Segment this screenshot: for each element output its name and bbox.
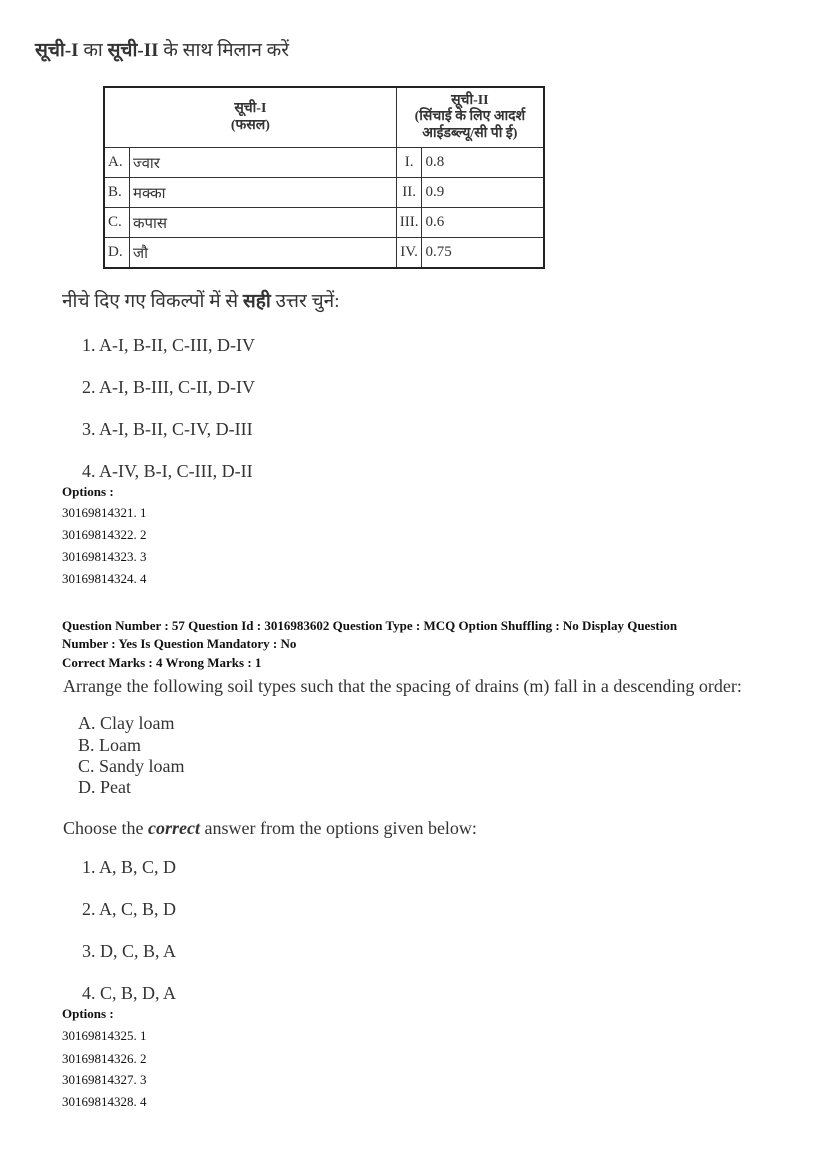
col2-title: सूची-II xyxy=(451,93,489,109)
cell: III. xyxy=(396,208,422,238)
soil-item: A. Clay loam xyxy=(78,713,175,733)
options-label: Options : xyxy=(62,1006,114,1021)
cell: II. xyxy=(396,178,422,208)
instruction-emphasis: correct xyxy=(148,818,200,838)
cell: मक्का xyxy=(130,178,397,208)
cell: जौ xyxy=(130,238,397,269)
q57-marks: Correct Marks : 4 Wrong Marks : 1 xyxy=(62,655,262,670)
cell: I. xyxy=(396,148,422,178)
cell: कपास xyxy=(130,208,397,238)
col2-sub: (सिंचाई के लिए आदर्श xyxy=(414,109,526,125)
choice: 2. A-I, B-III, C-II, D-IV xyxy=(82,377,255,397)
cell: 0.9 xyxy=(422,178,544,208)
choice: 3. D, C, B, A xyxy=(82,941,177,961)
q56-instruction xyxy=(62,292,339,311)
heading-list2: सूची-II xyxy=(107,40,159,61)
cell: D. xyxy=(104,238,130,269)
choice: 1. A-I, B-II, C-III, D-IV xyxy=(82,335,255,355)
q57-instruction xyxy=(63,819,477,837)
option-id: 30169814328. 4 xyxy=(62,1094,147,1109)
heading-list1: सूची-I xyxy=(35,40,79,61)
choice: 3. A-I, B-II, C-IV, D-III xyxy=(82,419,253,439)
table-row xyxy=(104,238,544,269)
choice: 4. A-IV, B-I, C-III, D-II xyxy=(82,461,253,481)
instruction-text: answer from the options given below: xyxy=(199,818,477,838)
col1-title: सूची-I xyxy=(234,101,267,117)
q57-question: Arrange the following soil types such that the spacing of drains (m) fall in a descending order: xyxy=(63,676,742,696)
q56-heading xyxy=(35,41,289,60)
table-row xyxy=(104,178,544,208)
q57-meta: Question Number : 57 Question Id : 3016983602 Question Type : MCQ Option Shuffling : No Display Question xyxy=(62,618,678,633)
instruction-emphasis: सही xyxy=(242,291,271,312)
options-label: Options : xyxy=(62,484,114,499)
col2-header xyxy=(396,87,544,148)
col2-sub: आईडब्ल्यू/सी पी ई) xyxy=(422,125,518,141)
option-id: 30169814324. 4 xyxy=(62,571,147,586)
cell: IV. xyxy=(396,238,422,269)
table-row xyxy=(104,208,544,238)
heading-text: का xyxy=(78,40,108,61)
cell: 0.8 xyxy=(422,148,544,178)
choice: 1. A, B, C, D xyxy=(82,857,177,877)
q57-meta: Number : Yes Is Question Mandatory : No xyxy=(62,636,297,651)
match-table xyxy=(103,86,545,269)
instruction-text: उत्तर चुनें: xyxy=(270,291,340,312)
soil-item: B. Loam xyxy=(78,735,141,755)
cell: ज्वार xyxy=(130,148,397,178)
choice: 2. A, C, B, D xyxy=(82,899,177,919)
cell: A. xyxy=(104,148,130,178)
heading-text: के साथ मिलान करें xyxy=(158,40,290,61)
soil-item: C. Sandy loam xyxy=(78,756,185,776)
col1-sub: (फसल) xyxy=(230,117,270,133)
option-id: 30169814327. 3 xyxy=(62,1072,147,1087)
choice: 4. C, B, D, A xyxy=(82,983,177,1003)
cell: 0.75 xyxy=(422,238,544,269)
option-id: 30169814323. 3 xyxy=(62,549,147,564)
instruction-text: Choose the xyxy=(63,818,148,838)
col1-header xyxy=(104,87,396,148)
cell: B. xyxy=(104,178,130,208)
option-id: 30169814321. 1 xyxy=(62,505,147,520)
option-id: 30169814322. 2 xyxy=(62,527,147,542)
table-row xyxy=(104,148,544,178)
soil-item: D. Peat xyxy=(78,777,131,797)
instruction-text: नीचे दिए गए विकल्पों में से xyxy=(62,291,243,312)
cell: C. xyxy=(104,208,130,238)
cell: 0.6 xyxy=(422,208,544,238)
option-id: 30169814326. 2 xyxy=(62,1051,147,1066)
option-id: 30169814325. 1 xyxy=(62,1028,147,1043)
